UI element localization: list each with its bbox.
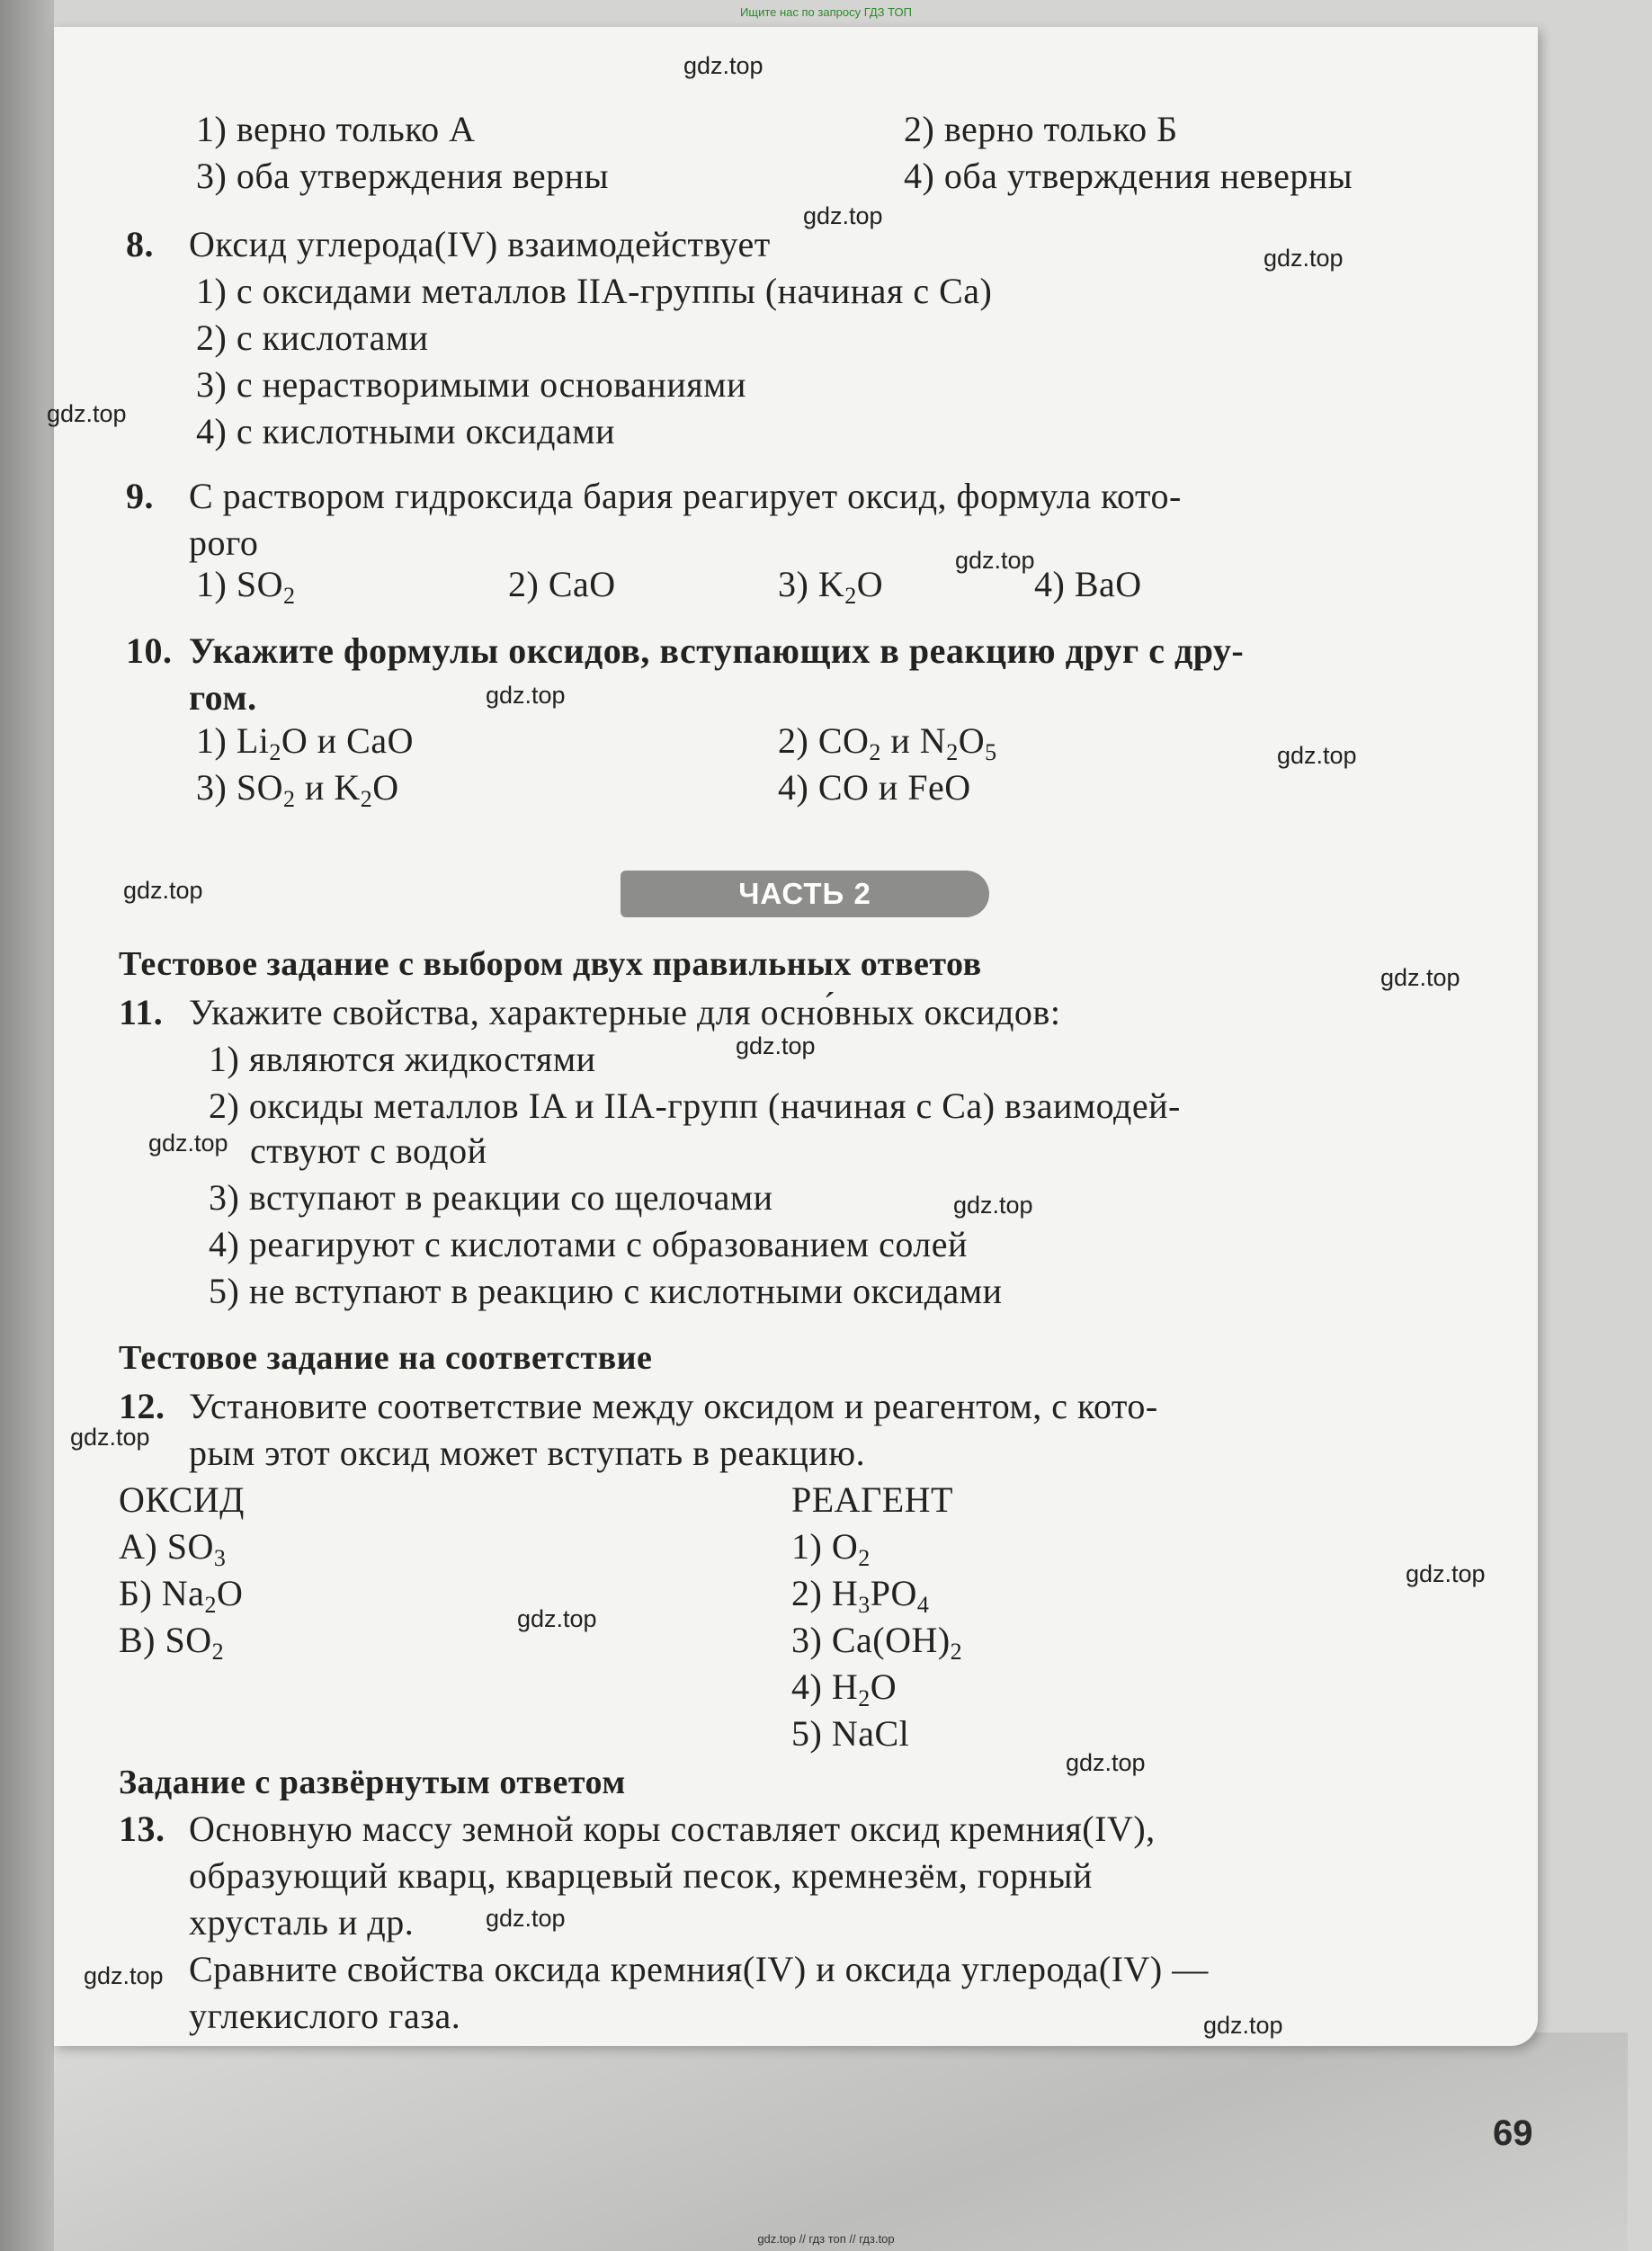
q11-option-2-line2: ствуют с водой — [250, 1130, 487, 1171]
q12-reagent-3: 3) $Ca(OH)_2$ — [791, 1620, 963, 1665]
part-2-banner: ЧАСТЬ 2 — [621, 871, 989, 917]
q12-reagent-5: 5) NaCl — [791, 1713, 910, 1754]
q11-option-3: 3) вступают в реакции со щелочами — [209, 1177, 773, 1218]
q8-option-1: 1) с оксидами металлов IIA-группы (начиная с Ca) — [196, 271, 993, 311]
q10-text-line2: гом. — [189, 677, 257, 718]
background-shadow — [0, 0, 54, 2251]
heading-two-answers: Тестовое задание с выбором двух правильных ответов — [119, 945, 982, 983]
q10-option-1: 1) $Li_2O$ и CaO — [196, 720, 414, 765]
q10-option-4: 4) CO и FeO — [778, 767, 971, 808]
q12-column-reagent: РЕАГЕНТ — [791, 1479, 953, 1520]
q12-number: 12. — [119, 1386, 165, 1426]
q12-text-line2: рым этот оксид может вступать в реакцию. — [189, 1433, 866, 1473]
q13-line5: углекислого газа. — [189, 1996, 461, 2036]
q9-option-4: 4) BaO — [1034, 564, 1142, 604]
background-desk — [54, 2032, 1628, 2251]
heading-matching: Тестовое задание на соответствие — [119, 1339, 653, 1377]
q10-text-line1: Укажите формулы оксидов, вступающих в реакцию друг с дру- — [189, 630, 1245, 671]
q13-number: 13. — [119, 1809, 165, 1849]
watermark: gdz.top — [736, 1032, 816, 1059]
page-number: 69 — [1493, 2113, 1533, 2153]
q13-line1: Основную массу земной коры составляет оксид кремния(IV), — [189, 1809, 1156, 1849]
q9-text-line2: рого — [189, 523, 259, 563]
q11-option-1: 1) являются жидкостями — [209, 1039, 596, 1079]
watermark: gdz.top — [486, 1905, 566, 1932]
watermark: gdz.top — [803, 202, 883, 229]
q12-oxide-b: Б) $Na_2O$ — [119, 1573, 244, 1618]
watermark: gdz.top — [84, 1962, 164, 1989]
q8-option-2: 2) с кислотами — [196, 317, 429, 358]
q8-number: 8. — [126, 224, 154, 264]
watermark: gdz.top — [1066, 1749, 1146, 1776]
q9-number: 9. — [126, 476, 154, 516]
top-note: Ищите нас по запросу ГДЗ ТОП — [740, 5, 912, 19]
watermark: gdz.top — [953, 1192, 1033, 1219]
watermark: gdz.top — [683, 52, 763, 79]
q10-option-3: 3) $SO_2$ и $K_2O$ — [196, 767, 399, 812]
q12-reagent-2: 2) $H_3PO_4$ — [791, 1573, 930, 1618]
q7-option-1: 1) верно только А — [196, 109, 476, 149]
q9-option-3: 3) $K_2O$ — [778, 564, 884, 609]
heading-extended-answer: Задание с развёрнутым ответом — [119, 1764, 626, 1801]
watermark: gdz.top — [70, 1424, 150, 1451]
watermark: gdz.top — [955, 547, 1035, 574]
q11-number: 11. — [119, 992, 164, 1032]
q10-option-2: 2) $CO_2$ и $N_2O_5$ — [778, 720, 997, 765]
q9-option-1: 1) $SO_2$ — [196, 564, 296, 609]
q12-reagent-4: 4) $H_2O$ — [791, 1666, 897, 1711]
q7-option-4: 4) оба утверждения неверны — [904, 156, 1353, 196]
watermark: gdz.top — [486, 682, 566, 709]
q12-text-line1: Установите соответствие между оксидом и реагентом, с кото- — [189, 1386, 1158, 1426]
q7-option-2: 2) верно только Б — [904, 109, 1178, 149]
watermark: gdz.top — [1406, 1560, 1486, 1587]
q9-option-2: 2) CaO — [508, 564, 616, 604]
q11-option-2-line1: 2) оксиды металлов IA и IIA-групп (начиная с Ca) взаимодей- — [209, 1085, 1181, 1126]
watermark: gdz.top — [1203, 2012, 1283, 2039]
q10-number: 10. — [126, 630, 173, 671]
watermark: gdz.top — [1380, 964, 1460, 991]
q11-option-5: 5) не вступают в реакцию с кислотными оксидами — [209, 1271, 1003, 1311]
q12-column-oxide: ОКСИД — [119, 1479, 245, 1520]
q8-text: Оксид углерода(IV) взаимодействует — [189, 224, 771, 264]
watermark: gdz.top — [47, 400, 127, 427]
bottom-note: gdz.top // гдз топ // гдз.top — [757, 2232, 895, 2246]
q12-oxide-a: А) $SO_3$ — [119, 1526, 227, 1571]
q11-option-4: 4) реагируют с кислотами с образованием солей — [209, 1224, 968, 1264]
watermark: gdz.top — [123, 877, 203, 904]
watermark: gdz.top — [1277, 742, 1357, 769]
q13-line2: образующий кварц, кварцевый песок, кремнезём, горный — [189, 1855, 1093, 1896]
q7-option-3: 3) оба утверждения верны — [196, 156, 609, 196]
q8-option-4: 4) с кислотными оксидами — [196, 411, 616, 451]
watermark: gdz.top — [1264, 245, 1344, 272]
watermark: gdz.top — [517, 1605, 597, 1632]
q11-text: Укажите свойства, характерные для осно́вных оксидов: — [189, 992, 1061, 1032]
q9-text-line1: С раствором гидроксида бария реагирует оксид, формула кото- — [189, 476, 1182, 516]
q13-line3: хрусталь и др. — [189, 1902, 415, 1943]
watermark: gdz.top — [148, 1130, 228, 1157]
q12-oxide-v: В) $SO_2$ — [119, 1620, 225, 1665]
q13-line4: Сравните свойства оксида кремния(IV) и оксида углерода(IV) — — [189, 1949, 1209, 1989]
q8-option-3: 3) с нерастворимыми основаниями — [196, 364, 746, 405]
q12-reagent-1: 1) $O_2$ — [791, 1526, 871, 1571]
